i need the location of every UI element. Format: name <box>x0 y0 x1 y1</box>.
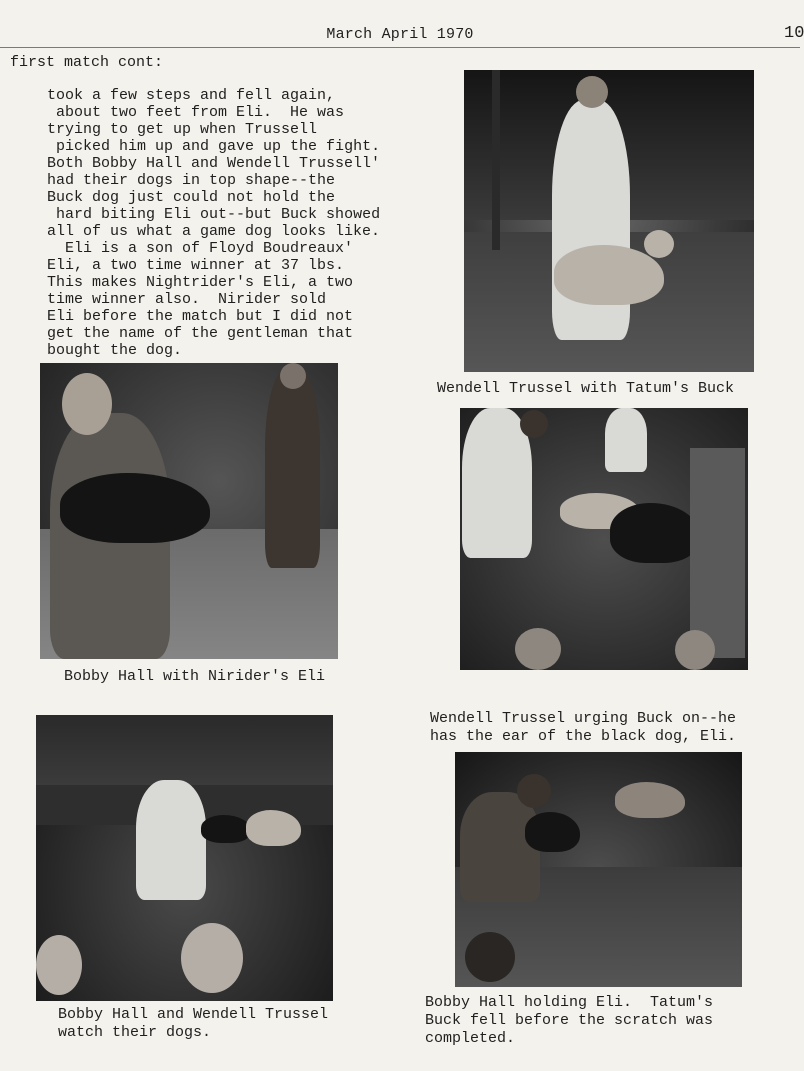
photo-1-caption: Wendell Trussel with Tatum's Buck <box>437 380 735 397</box>
photo-4-caption: Bobby Hall and Wendell Trussel watch their dogs. <box>58 1006 329 1041</box>
photo-3-caption: Wendell Trussel urging Buck on--he has the ear of the black dog, Eli. <box>430 710 737 745</box>
photo-trussel-urging-buck <box>460 408 748 670</box>
photo-5-caption: Bobby Hall holding Eli. Tatum's Buck fell before the scratch was completed. <box>425 994 714 1047</box>
article-body <box>47 87 422 359</box>
header-rule <box>0 47 800 48</box>
photo-trussel-with-buck <box>464 70 754 372</box>
article-paragraph-2: Eli is a son of Floyd Boudreaux' Eli, a two time winner at 37 lbs. This makes Nightrider's Eli, a two time winner also. Nirider sold Eli before the match but I did not get the name of the gentleman that bought the dog. <box>47 240 354 359</box>
photo-hall-and-trussel-watch <box>36 715 333 1001</box>
photo-hall-holding-eli <box>455 752 742 987</box>
photo-2-caption: Bobby Hall with Nirider's Eli <box>64 668 326 685</box>
page-number: 10 <box>784 24 804 43</box>
issue-date: March April 1970 <box>326 26 474 43</box>
photo-hall-with-eli <box>40 363 338 659</box>
article-paragraph-1: took a few steps and fell again, about two feet from Eli. He was trying to get up when Trussell picked him up and gave up the fight. Both Bobby Hall and Wendell Trussell' had their dogs in top shape--the Buck dog just could not hold the hard biting Eli out--but Buck showed all of us what a game dog looks like. <box>47 87 381 240</box>
section-label: first match cont: <box>10 54 164 71</box>
